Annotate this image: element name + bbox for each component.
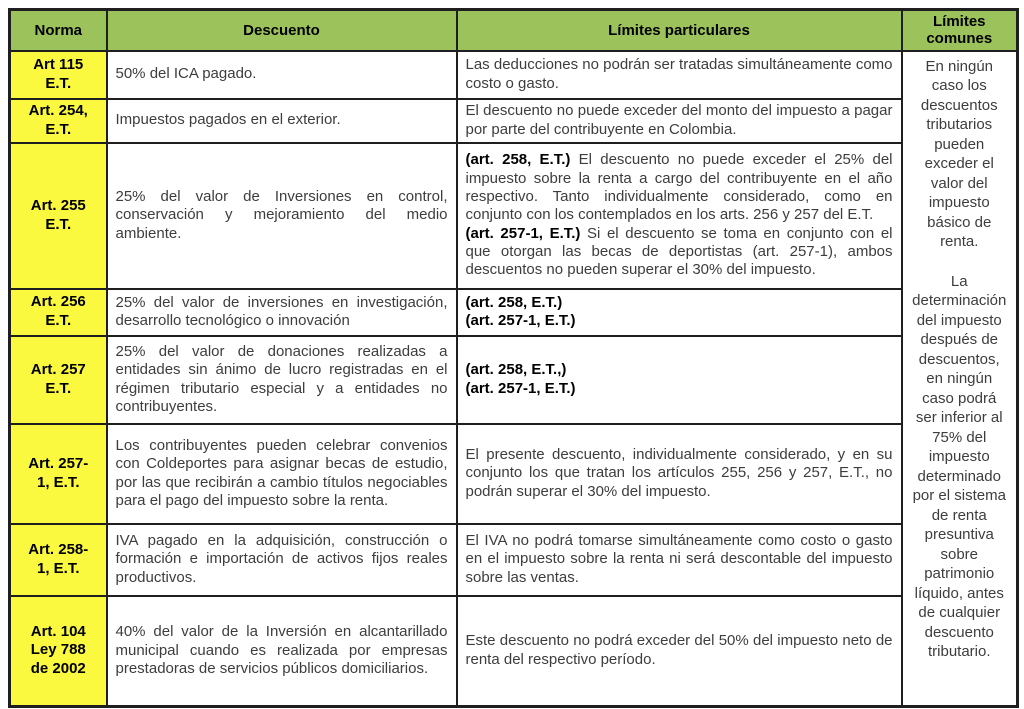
header-norma: Norma [10, 10, 107, 51]
table-row [10, 336, 1018, 424]
descuento-text: 25% del valor de Inversiones en control, conservación y mejoramiento del medio ambiente. [115, 188, 448, 242]
limites-particulares-cell [457, 289, 902, 336]
norma-cell [10, 99, 107, 143]
descuento-text: 40% del valor de la Inversión en alcantarillado municipal cuando es realizada por empresas prestadoras de servicios públicos domiciliarios. [115, 623, 448, 677]
table-row [10, 424, 1018, 524]
limite-text: El IVA no podrá tomarse simultáneamente como costo o gasto en el impuesto sobre la renta ni será descontable del impuesto sobre las ventas. [465, 532, 893, 586]
limite-paragraph [466, 380, 893, 398]
limite-text: El descuento no puede exceder del monto del impuesto a pagar por parte del contribuyente en Colombia. [465, 102, 893, 138]
descuento-cell [107, 524, 457, 596]
common-limit-paragraph: La determinación del impuesto después de descuentos, en ningún caso podrá ser inferior al 75% del impuesto determinado por el sistema de renta presuntiva sobre patrimonio líquido, antes de cualquier descuento tributario. [912, 272, 1007, 660]
norma-line: Art. 257- [28, 454, 89, 472]
limites-comunes-cell [902, 51, 1018, 707]
limite-text: Las deducciones no podrán ser tratadas simultáneamente como costo o gasto. [465, 56, 893, 92]
limites-particulares-cell [457, 51, 902, 99]
limite-paragraph [466, 361, 893, 379]
descuento-text: 25% del valor de inversiones en investigación, desarrollo tecnológico o innovación [115, 293, 448, 329]
norma-line: de 2002 [30, 660, 86, 678]
norma-line: Art. 257 [30, 360, 86, 378]
descuento-text: Los contribuyentes pueden celebrar convenios con Coldeportes para asignar becas de estudio, por las que recibirán a cambio títulos negociables para el pago del impuesto sobre la renta. [115, 436, 448, 509]
descuento-cell [107, 143, 457, 289]
descuento-text: 25% del valor de donaciones realizadas a entidades sin ánimo de lucro registradas en el régimen tributario especial y a entidades no contribuyentes. [115, 342, 448, 415]
descuento-cell [107, 289, 457, 336]
norma-cell [10, 336, 107, 424]
descuento-text: IVA pagado en la adquisición, construcción o formación e importación de activos fijos reales productivos. [115, 532, 448, 586]
descuento-cell [107, 99, 457, 143]
descuento-cell [107, 596, 457, 707]
limite-paragraph [466, 225, 893, 280]
norma-line: E.T. [45, 312, 72, 329]
norma-line: Art. 258- [28, 540, 89, 558]
limite-paragraph [466, 532, 893, 587]
limites-particulares-cell [457, 336, 902, 424]
header-limites-particulares: Límites particulares [457, 10, 902, 51]
norma-cell [10, 596, 107, 707]
header-limites-comunes: Límites comunes [902, 10, 1018, 51]
article-reference: (art. 257-1, E.T.) [465, 224, 581, 242]
table-row [10, 524, 1018, 596]
article-reference: (art. 258, E.T.,) [465, 361, 567, 379]
norma-cell [10, 289, 107, 336]
norma-line: E.T. [45, 74, 72, 92]
descuento-text: 50% del ICA pagado. [115, 65, 257, 83]
limite-paragraph [466, 446, 893, 501]
limite-paragraph [466, 102, 893, 139]
norma-line: Art. 104 [30, 622, 86, 640]
header-descuento: Descuento [107, 10, 457, 51]
limite-text: El descuento no puede exceder el 25% del impuesto sobre la renta a cargo del contribuyente en el año respectivo. Tanto individualmente considerado, como en conjunto con los contemplados en los arts. 256 y 257 del E.T. [465, 151, 893, 224]
table-row [10, 596, 1018, 707]
norma-cell [10, 51, 107, 99]
article-reference: (art. 258, E.T.) [465, 293, 563, 311]
limite-text: Este descuento no podrá exceder del 50% del impuesto neto de renta del respectivo período. [465, 632, 893, 668]
limite-paragraph [466, 151, 893, 224]
limite-paragraph [466, 56, 893, 93]
article-reference: (art. 257-1, E.T.) [465, 312, 576, 329]
norma-line: Art 115 [33, 55, 84, 73]
norma-cell [10, 143, 107, 289]
header-row [10, 10, 1018, 51]
article-reference: (art. 257-1, E.T.) [465, 379, 576, 397]
limite-paragraph [466, 312, 893, 330]
norma-line: Art. 254, [28, 101, 88, 119]
limites-particulares-cell [457, 99, 902, 143]
norma-line: E.T. [45, 120, 72, 138]
norma-line: Art. 255 [30, 196, 86, 214]
norma-line: E.T. [45, 215, 72, 233]
descuento-cell [107, 51, 457, 99]
norma-line: 1, E.T. [36, 473, 80, 491]
tax-discounts-table [8, 8, 1019, 708]
norma-line: Ley 788 [30, 641, 86, 659]
table-row [10, 143, 1018, 289]
descuento-text: Impuestos pagados en el exterior. [115, 111, 341, 129]
limites-particulares-cell [457, 524, 902, 596]
limites-particulares-cell [457, 424, 902, 524]
limite-paragraph [466, 294, 893, 312]
norma-line: 1, E.T. [36, 559, 80, 577]
descuento-cell [107, 424, 457, 524]
table-row [10, 51, 1018, 99]
limites-particulares-cell [457, 596, 902, 707]
norma-cell [10, 424, 107, 524]
descuento-cell [107, 336, 457, 424]
norma-line: E.T. [45, 379, 72, 397]
norma-cell [10, 524, 107, 596]
limite-text: Si el descuento se toma en conjunto con el que otorgan las becas de deportistas (art. 257-1), ambos descuentos no pueden superar el 30% del impuesto. [465, 224, 893, 279]
limites-particulares-cell [457, 143, 902, 289]
limite-paragraph [466, 632, 893, 669]
table-row [10, 99, 1018, 143]
norma-line: Art. 256 [30, 293, 86, 311]
limite-text: El presente descuento, individualmente considerado, y en su conjunto los que tratan los artículos 255, 256 y 257, E.T., no podrán superar el 30% del impuesto. [465, 446, 893, 500]
common-limit-paragraph: En ningún caso los descuentos tributarios pueden exceder el valor del impuesto básico de renta. [920, 57, 998, 250]
article-reference: (art. 258, E.T.) [465, 151, 571, 169]
table-row [10, 289, 1018, 336]
